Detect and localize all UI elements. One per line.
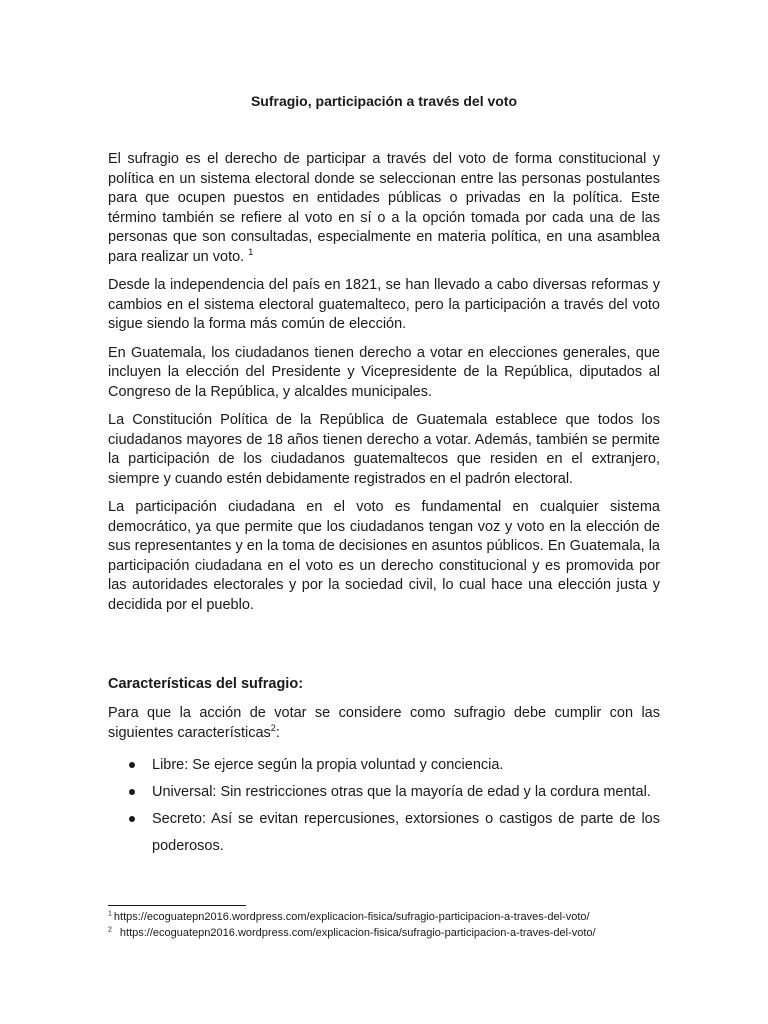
section-intro — [108, 704, 660, 743]
section-intro-text: Para que la acción de votar se considere como sufragio debe cumplir con las siguientes características — [108, 705, 660, 741]
section-heading: Características del sufragio: — [108, 676, 304, 692]
list-item-text: Universal: Sin restricciones otras que la mayoría de edad y la cordura mental. — [152, 784, 651, 800]
footnote-link[interactable]: https://ecoguatepn2016.wordpress.com/explicacion-fisica/sufragio-participacion-a-traves-del-voto/ — [113, 911, 590, 923]
footnote-1 — [108, 909, 668, 925]
paragraph-1-text: El sufragio es el derecho de participar a través del voto de forma constitucional y política en un sistema electoral donde se seleccionan entre las personas postulantes para que ocupen puestos en entidades públicas o privadas en la política. Este término también se refiere al voto en sí o a la opción tomada por cada una de las personas que son consultadas, especialmente en materia política, en una asamblea para realizar un voto. — [108, 151, 660, 265]
footnote-link[interactable]: https://ecoguatepn2016.wordpress.com/explicacion-fisica/sufragio-participacion-a-traves-del-voto/ — [119, 927, 596, 939]
paragraph-3: En Guatemala, los ciudadanos tienen derecho a votar en elecciones generales, que incluyen la elección del Presidente y Vicepresidente de la República, diputados al Congreso de la República, y alcaldes municipales. — [108, 344, 660, 400]
bullet-icon — [129, 789, 135, 795]
body-text — [108, 150, 660, 624]
paragraph-2: Desde la independencia del país en 1821, se han llevado a cabo diversas reformas y cambios en el sistema electoral guatemalteco, pero la participación a través del voto sigue siendo la forma más común de elección. — [108, 277, 660, 332]
footnotes — [108, 909, 668, 941]
footnote-number: 1 — [108, 910, 112, 918]
paragraph-4: La Constitución Política de la República de Guatemala establece que todos los ciudadanos mayores de 18 años tienen derecho a votar. Además, también se permite la participación de los ciudadanos guatemaltecos que residen en el extranjero, siempre y cuando estén debidamente registrados en el padrón electoral. — [108, 412, 660, 487]
footnote-2 — [108, 925, 668, 941]
footnote-ref-1: 1 — [248, 246, 254, 257]
paragraph-5: La participación ciudadana en el voto es fundamental en cualquier sistema democrático, ya que permite que los ciudadanos tengan voz y voto en la elección de sus representantes y en la toma de decisiones en asuntos públicos. En Guatemala, la participación ciudadana en el voto es un derecho constitucional y es promovida por las autoridades electorales y por la sociedad civil, lo cual hace una elección justa y decidida por el pueblo. — [108, 499, 660, 613]
list-item-libre — [108, 752, 660, 779]
characteristics-list — [108, 752, 660, 860]
bullet-icon — [129, 816, 135, 822]
list-item-text: Libre: Se ejerce según la propia voluntad y conciencia. — [152, 757, 504, 773]
section-intro-end: : — [275, 724, 280, 741]
document-title: Sufragio, participación a través del voto — [250, 93, 518, 109]
list-item-secreto — [108, 806, 660, 860]
list-item-text: Secreto: Así se evitan repercusiones, extorsiones o castigos de parte de los poderosos. — [152, 811, 660, 854]
footnote-number: 2 — [108, 926, 112, 934]
list-item-universal — [108, 779, 660, 806]
footnote-separator — [108, 905, 246, 906]
bullet-icon — [129, 762, 135, 768]
footnote-ref-2: 2 — [270, 722, 276, 733]
paragraph-1 — [108, 150, 660, 267]
